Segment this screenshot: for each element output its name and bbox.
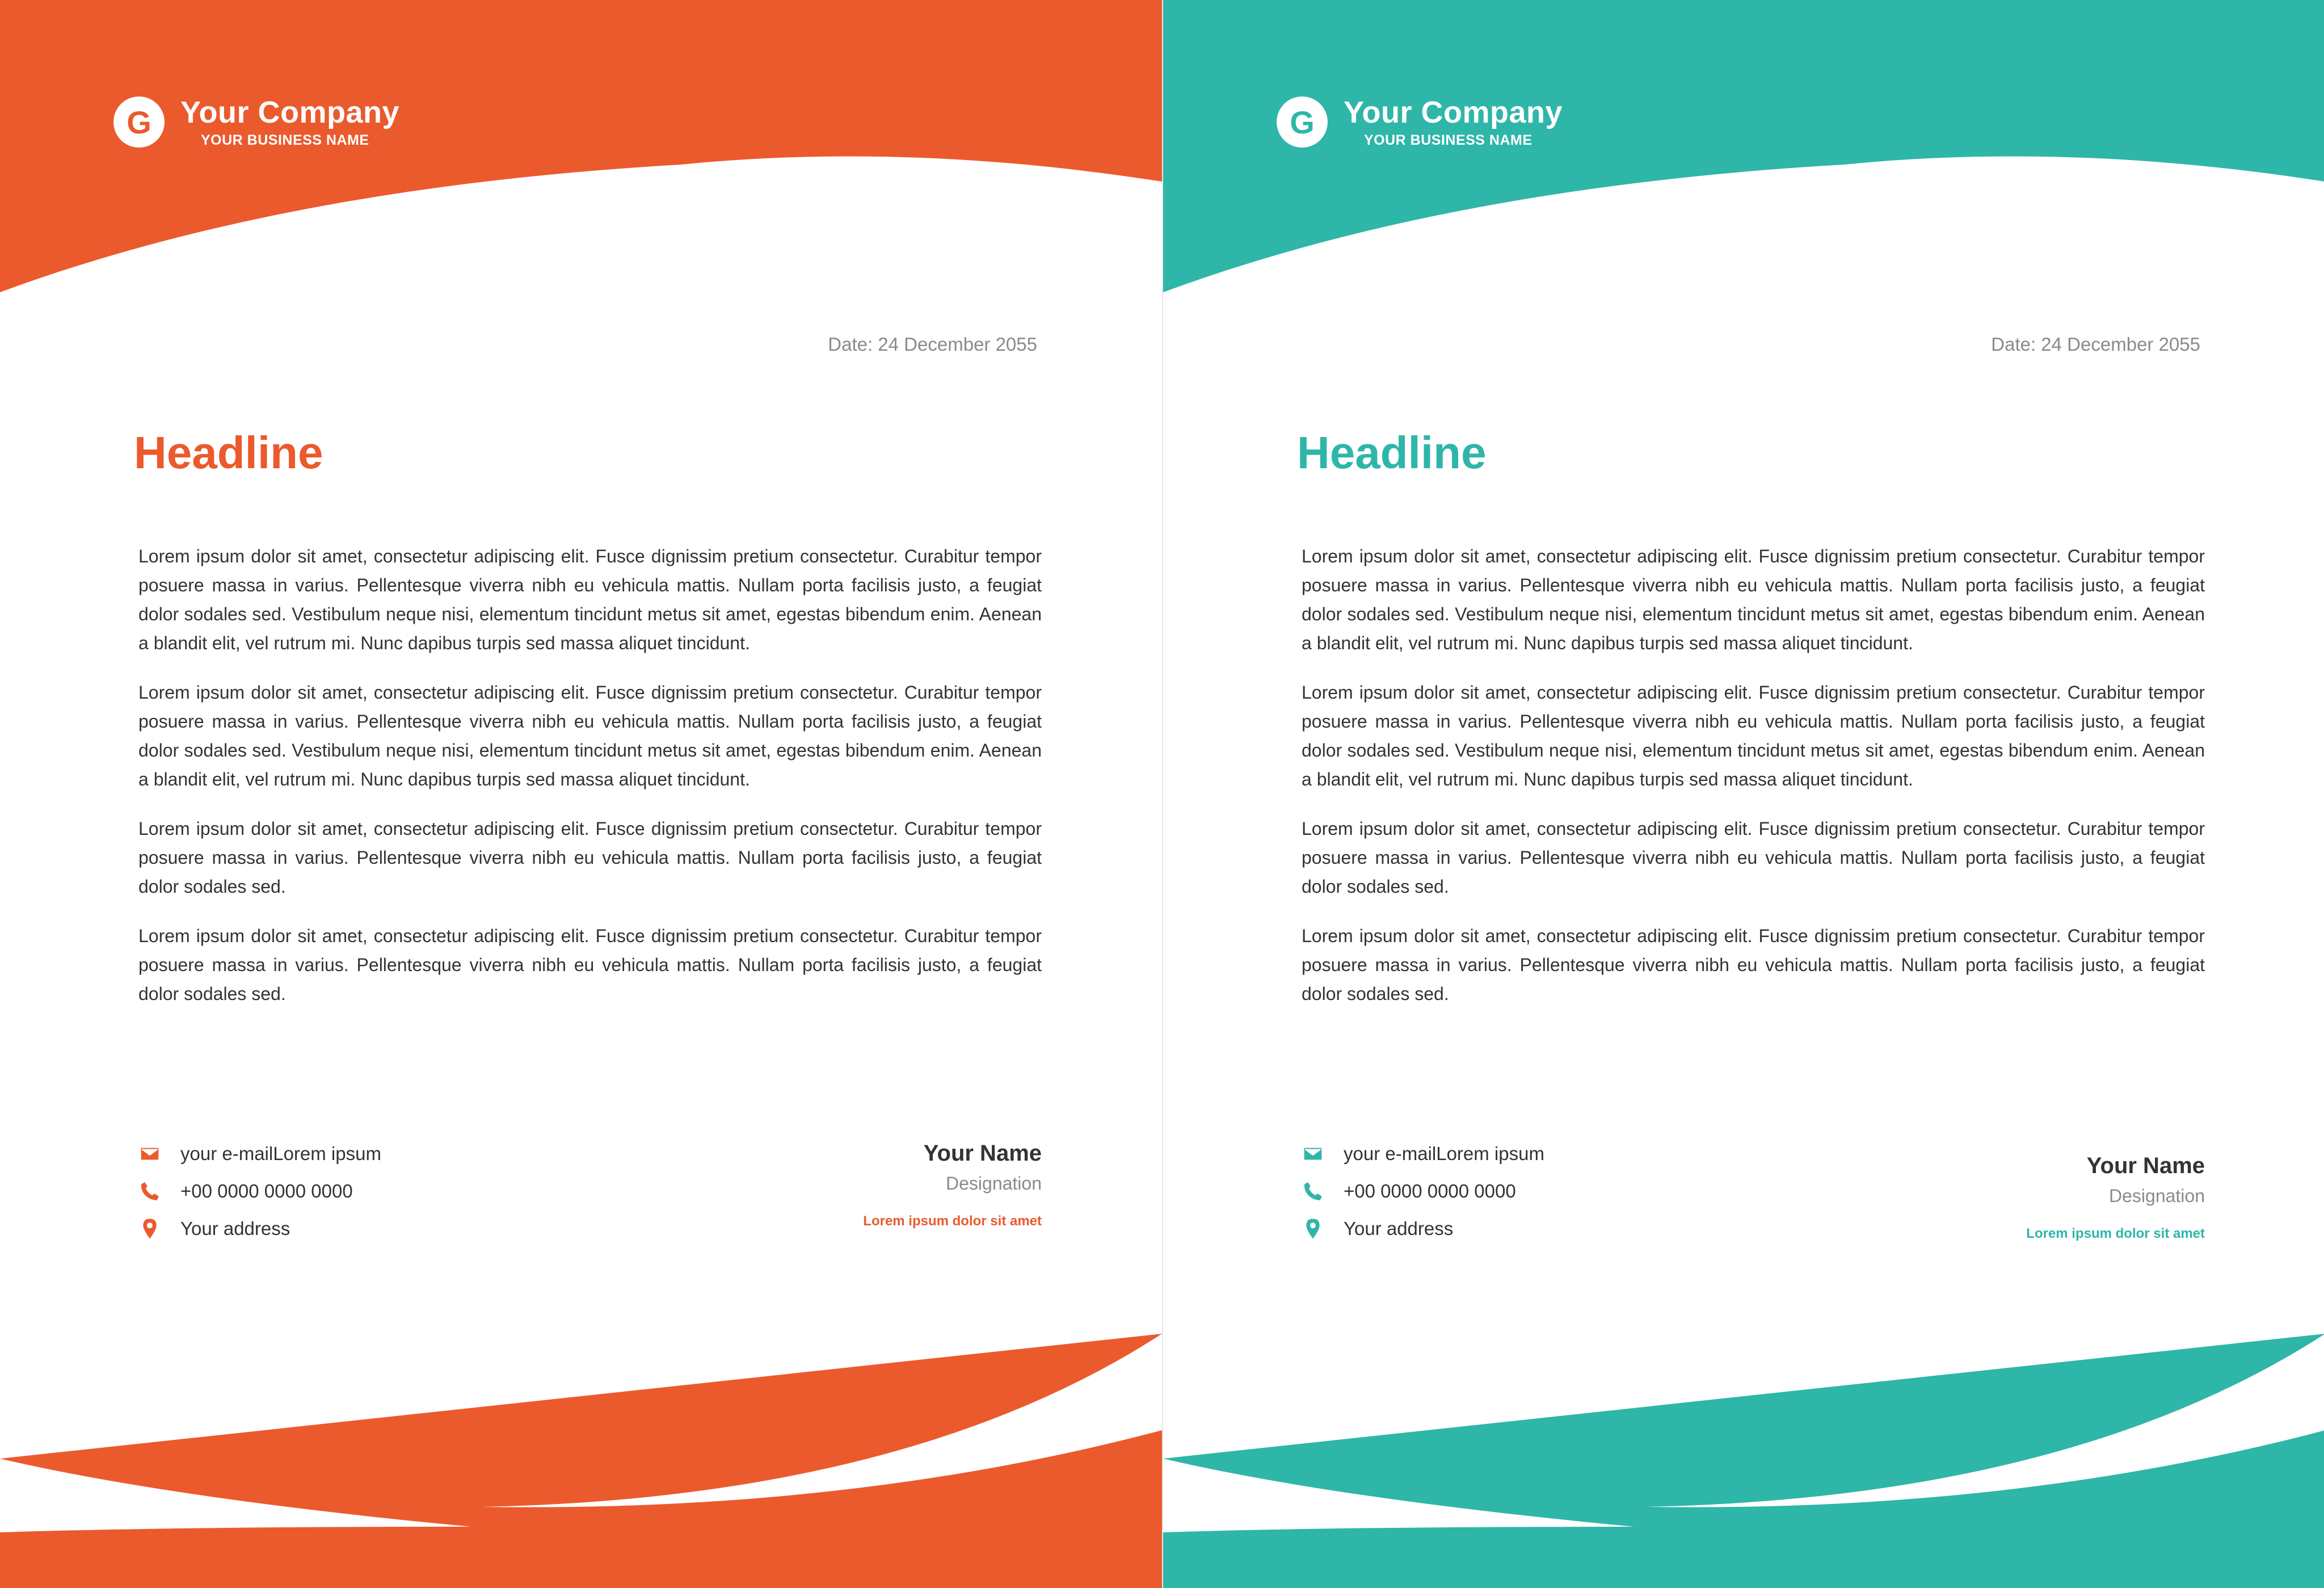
contact-email: your e-mailLorem ipsum [1344, 1143, 1544, 1164]
footer-wave-shape [1163, 1334, 2324, 1588]
contact-email-row [138, 1140, 381, 1168]
body-paragraph: Lorem ipsum dolor sit amet, consectetur adipiscing elit. Fusce dignissim pretium consectetur. Curabitur tempor posuere massa in varius. Pellentesque viverra nibh eu vehicula mattis. Nullam porta facilisis justo, a feugiat dolor sodales sed. Vestibulum neque nisi, elementum tincidunt metus sit amet, egestas bibendum enim. Aenean a blandit elit, vel rutrum mi. Nunc dapibus turpis sed massa aliquet tincidunt. [138, 546, 1042, 653]
contact-info [1302, 1140, 1544, 1252]
company-name: Your Company [180, 95, 400, 129]
contact-address-row [1302, 1215, 1544, 1243]
body-paragraph: Lorem ipsum dolor sit amet, consectetur adipiscing elit. Fusce dignissim pretium consectetur. Curabitur tempor posuere massa in varius. Pellentesque viverra nibh eu vehicula mattis. Nullam porta facilisis justo, a feugiat dolor sodales sed. [1302, 926, 2205, 1004]
contact-phone-row [138, 1177, 381, 1205]
contact-address-row [138, 1215, 381, 1243]
business-name: YOUR BUSINESS NAME [1364, 132, 1533, 148]
contact-email: your e-mailLorem ipsum [180, 1143, 381, 1164]
location-pin-icon [1302, 1217, 1324, 1240]
business-name: YOUR BUSINESS NAME [201, 132, 369, 148]
envelope-icon [1302, 1142, 1324, 1165]
contact-phone: +00 0000 0000 0000 [1344, 1181, 1516, 1201]
letter-body [138, 542, 1042, 1029]
footer-wave-shape [0, 1334, 1162, 1588]
body-paragraph: Lorem ipsum dolor sit amet, consectetur adipiscing elit. Fusce dignissim pretium consectetur. Curabitur tempor posuere massa in varius. Pellentesque viverra nibh eu vehicula mattis. Nullam porta facilisis justo, a feugiat dolor sodales sed. [138, 926, 1042, 1004]
body-paragraph: Lorem ipsum dolor sit amet, consectetur adipiscing elit. Fusce dignissim pretium consectetur. Curabitur tempor posuere massa in varius. Pellentesque viverra nibh eu vehicula mattis. Nullam porta facilisis justo, a feugiat dolor sodales sed. Vestibulum neque nisi, elementum tincidunt metus sit amet, egestas bibendum enim. Aenean a blandit elit, vel rutrum mi. Nunc dapibus turpis sed massa aliquet tincidunt. [138, 682, 1042, 789]
contact-phone: +00 0000 0000 0000 [180, 1181, 353, 1201]
signer-tagline: Lorem ipsum dolor sit amet [2026, 1226, 2205, 1241]
signer-name: Your Name [923, 1141, 1042, 1166]
signature-block [2026, 1153, 2205, 1242]
contact-email-row [1302, 1140, 1544, 1168]
header-white-ribbon [1855, 163, 2324, 233]
phone-icon [138, 1180, 161, 1203]
phone-icon [1302, 1180, 1324, 1203]
headline: Headline [1297, 427, 1487, 478]
company-logo [1277, 96, 1563, 148]
signer-tagline: Lorem ipsum dolor sit amet [863, 1213, 1042, 1229]
signer-designation: Designation [946, 1173, 1042, 1194]
contact-address: Your address [1344, 1218, 1454, 1239]
signer-designation: Designation [2109, 1186, 2205, 1206]
letterhead-teal [1163, 0, 2324, 1588]
header-white-ribbon [692, 163, 1162, 233]
contact-info [138, 1140, 381, 1252]
contact-address: Your address [180, 1218, 290, 1239]
logo-g-icon: G [1277, 96, 1328, 148]
headline: Headline [134, 427, 323, 478]
body-paragraph: Lorem ipsum dolor sit amet, consectetur adipiscing elit. Fusce dignissim pretium consectetur. Curabitur tempor posuere massa in varius. Pellentesque viverra nibh eu vehicula mattis. Nullam porta facilisis justo, a feugiat dolor sodales sed. Vestibulum neque nisi, elementum tincidunt metus sit amet, egestas bibendum enim. Aenean a blandit elit, vel rutrum mi. Nunc dapibus turpis sed massa aliquet tincidunt. [1302, 682, 2205, 789]
location-pin-icon [138, 1217, 161, 1240]
logo-g-icon: G [113, 96, 165, 148]
signer-name: Your Name [2086, 1153, 2205, 1178]
contact-phone-row [1302, 1177, 1544, 1205]
company-logo [113, 96, 399, 148]
body-paragraph: Lorem ipsum dolor sit amet, consectetur adipiscing elit. Fusce dignissim pretium consectetur. Curabitur tempor posuere massa in varius. Pellentesque viverra nibh eu vehicula mattis. Nullam porta facilisis justo, a feugiat dolor sodales sed. [1302, 818, 2205, 897]
body-paragraph: Lorem ipsum dolor sit amet, consectetur adipiscing elit. Fusce dignissim pretium consectetur. Curabitur tempor posuere massa in varius. Pellentesque viverra nibh eu vehicula mattis. Nullam porta facilisis justo, a feugiat dolor sodales sed. [138, 818, 1042, 897]
letter-body [1302, 542, 2205, 1029]
envelope-icon [138, 1142, 161, 1165]
signature-block [863, 1141, 1042, 1229]
company-name: Your Company [1344, 95, 1563, 129]
body-paragraph: Lorem ipsum dolor sit amet, consectetur adipiscing elit. Fusce dignissim pretium consectetur. Curabitur tempor posuere massa in varius. Pellentesque viverra nibh eu vehicula mattis. Nullam porta facilisis justo, a feugiat dolor sodales sed. Vestibulum neque nisi, elementum tincidunt metus sit amet, egestas bibendum enim. Aenean a blandit elit, vel rutrum mi. Nunc dapibus turpis sed massa aliquet tincidunt. [1302, 546, 2205, 653]
letter-date: Date: 24 December 2055 [1991, 334, 2200, 355]
letter-date: Date: 24 December 2055 [828, 334, 1037, 355]
